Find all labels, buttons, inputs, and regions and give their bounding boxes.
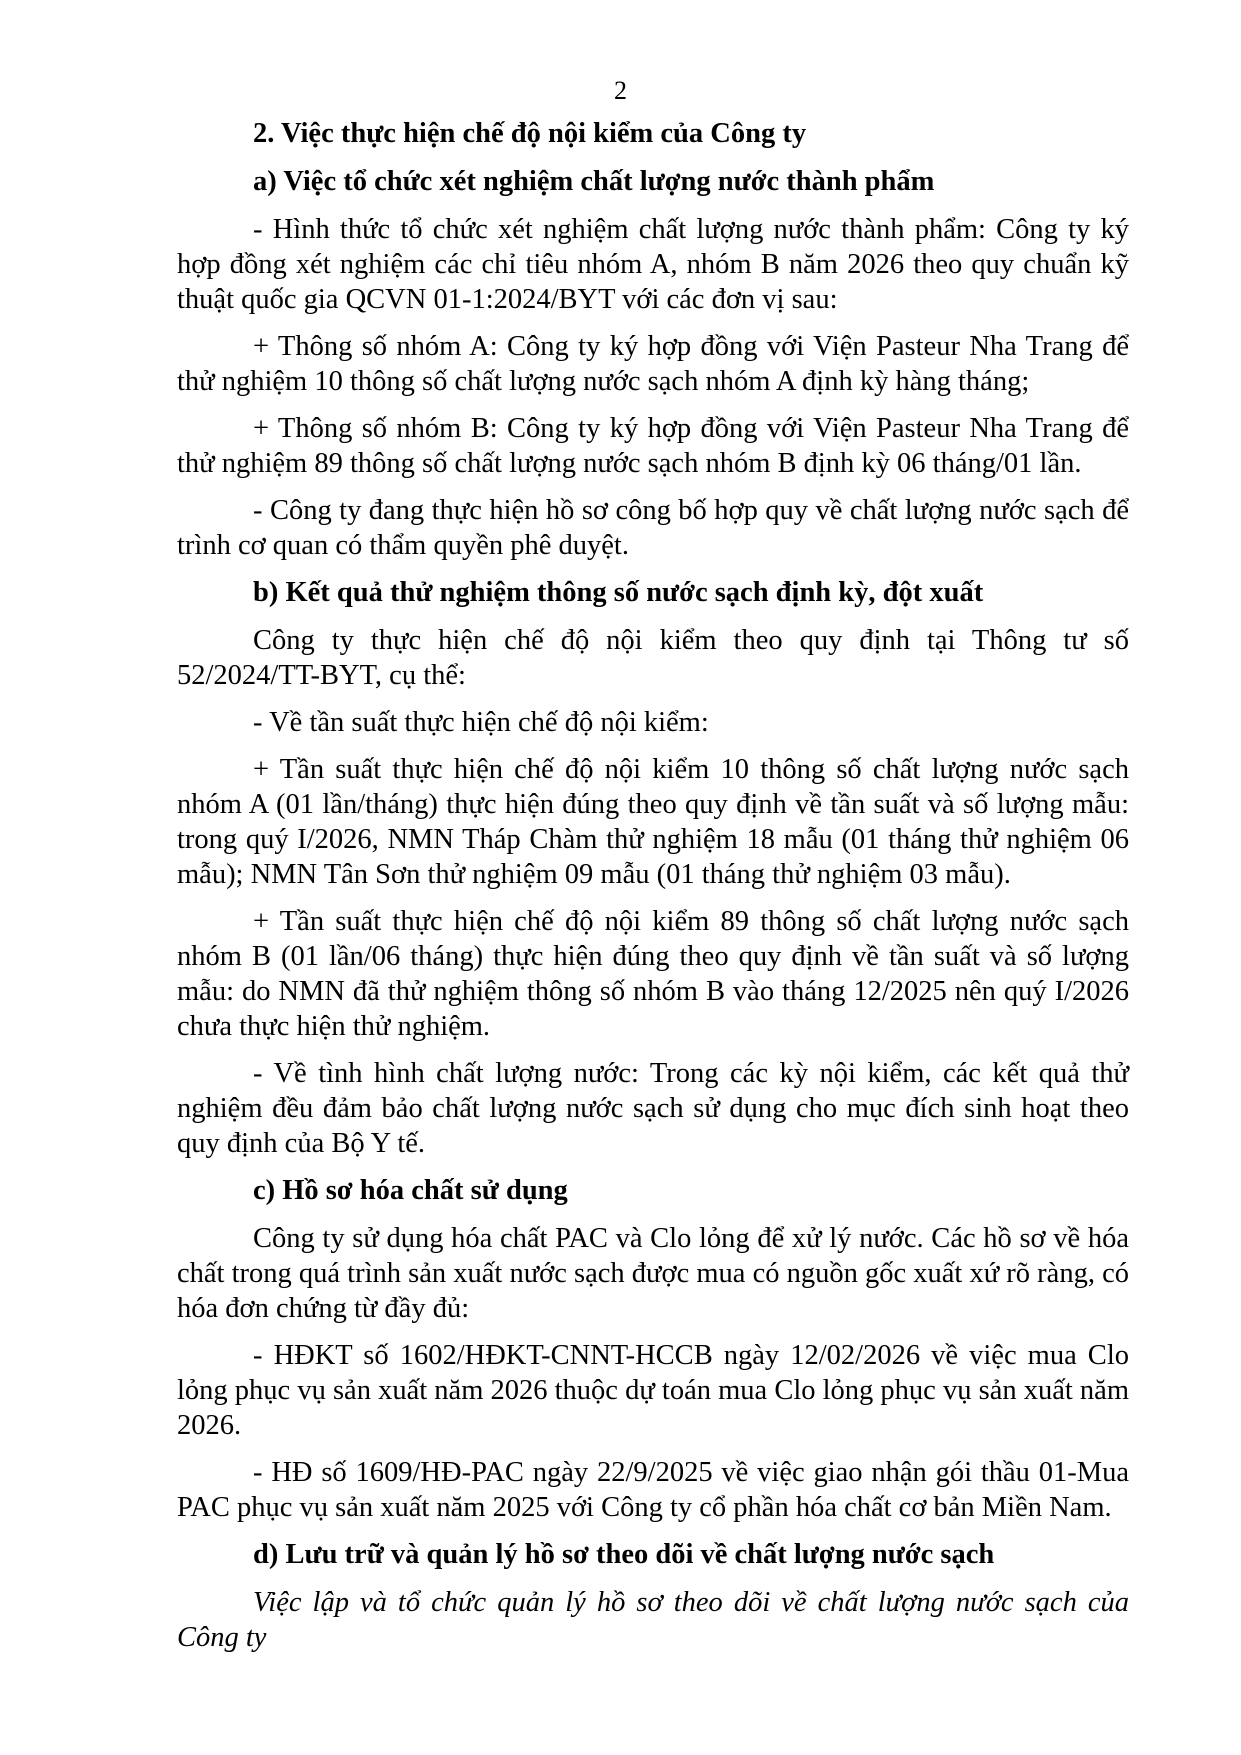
paragraph-water-quality: - Về tình hình chất lượng nước: Trong các kỳ nội kiểm, các kết quả thử nghiệm đều đảm bảo chất lượng nước sạch sử dụng cho mục đích sinh hoạt theo quy định của Bộ Y tế. — [177, 1058, 1129, 1159]
paragraph-testing-form: - Hình thức tổ chức xét nghiệm chất lượng nước thành phẩm: Công ty ký hợp đồng xét nghiệm các chỉ tiêu nhóm A, nhóm B năm 2026 theo quy chuẩn kỹ thuật quốc gia QCVN 01-1:2024/BYT với các đơn vị sau: — [177, 214, 1129, 315]
subsection-heading-a: a) Việc tổ chức xét nghiệm chất lượng nước thành phẩm — [253, 166, 935, 197]
page-number: 2 — [614, 76, 627, 105]
paragraph-frequency-intro: - Về tần suất thực hiện chế độ nội kiểm: — [253, 707, 709, 738]
section-heading-2: 2. Việc thực hiện chế độ nội kiểm của Công ty — [253, 118, 807, 149]
paragraph-group-a: + Thông số nhóm A: Công ty ký hợp đồng với Viện Pasteur Nha Trang để thử nghiệm 10 thông số chất lượng nước sạch nhóm A định kỳ hàng tháng; — [177, 331, 1129, 397]
paragraph-group-b: + Thông số nhóm B: Công ty ký hợp đồng với Viện Pasteur Nha Trang để thử nghiệm 89 thông số chất lượng nước sạch nhóm B định kỳ 06 tháng/01 lần. — [177, 413, 1129, 479]
paragraph-frequency-group-b: + Tần suất thực hiện chế độ nội kiểm 89 thông số chất lượng nước sạch nhóm B (01 lần/06 tháng) thực hiện đúng theo quy định về tần suất và số lượng mẫu: do NMN đã thử nghiệm thông số nhóm B vào tháng 12/2025 nên quý I/2026 chưa thực hiện thử nghiệm. — [177, 906, 1129, 1042]
subsection-heading-b: b) Kết quả thử nghiệm thông số nước sạch định kỳ, đột xuất — [253, 577, 984, 608]
paragraph-chemicals: Công ty sử dụng hóa chất PAC và Clo lỏng để xử lý nước. Các hồ sơ về hóa chất trong quá trình sản xuất nước sạch được mua có nguồn gốc xuất xứ rõ ràng, có hóa đơn chứng từ đầy đủ: — [177, 1223, 1129, 1324]
subsection-heading-d: d) Lưu trữ và quản lý hồ sơ theo dõi về chất lượng nước sạch — [253, 1539, 995, 1570]
paragraph-frequency-group-a: + Tần suất thực hiện chế độ nội kiểm 10 thông số chất lượng nước sạch nhóm A (01 lần/tháng) thực hiện đúng theo quy định về tần suất và số lượng mẫu: trong quý I/2026, NMN Tháp Chàm thử nghiệm 18 mẫu (01 tháng thử nghiệm 06 mẫu); NMN Tân Sơn thử nghiệm 09 mẫu (01 tháng thử nghiệm 03 mẫu). — [177, 754, 1129, 890]
paragraph-circular: Công ty thực hiện chế độ nội kiểm theo quy định tại Thông tư số 52/2024/TT-BYT, cụ thể: — [177, 625, 1129, 691]
paragraph-contract-pac: - HĐ số 1609/HĐ-PAC ngày 22/9/2025 về việc giao nhận gói thầu 01-Mua PAC phục vụ sản xuất năm 2025 với Công ty cổ phần hóa chất cơ bản Miền Nam. — [177, 1457, 1129, 1523]
paragraph-contract-clo: - HĐKT số 1602/HĐKT-CNNT-HCCB ngày 12/02/2026 về việc mua Clo lỏng phục vụ sản xuất năm 2026 thuộc dự toán mua Clo lỏng phục vụ sản xuất năm 2026. — [177, 1340, 1129, 1441]
paragraph-records-management: Việc lập và tổ chức quản lý hồ sơ theo dõi về chất lượng nước sạch của Công ty — [177, 1587, 1129, 1653]
subsection-heading-c: c) Hồ sơ hóa chất sử dụng — [253, 1175, 568, 1206]
document-body — [177, 116, 1129, 1667]
paragraph-conformity-dossier: - Công ty đang thực hiện hồ sơ công bố hợp quy về chất lượng nước sạch để trình cơ quan có thẩm quyền phê duyệt. — [177, 495, 1129, 561]
